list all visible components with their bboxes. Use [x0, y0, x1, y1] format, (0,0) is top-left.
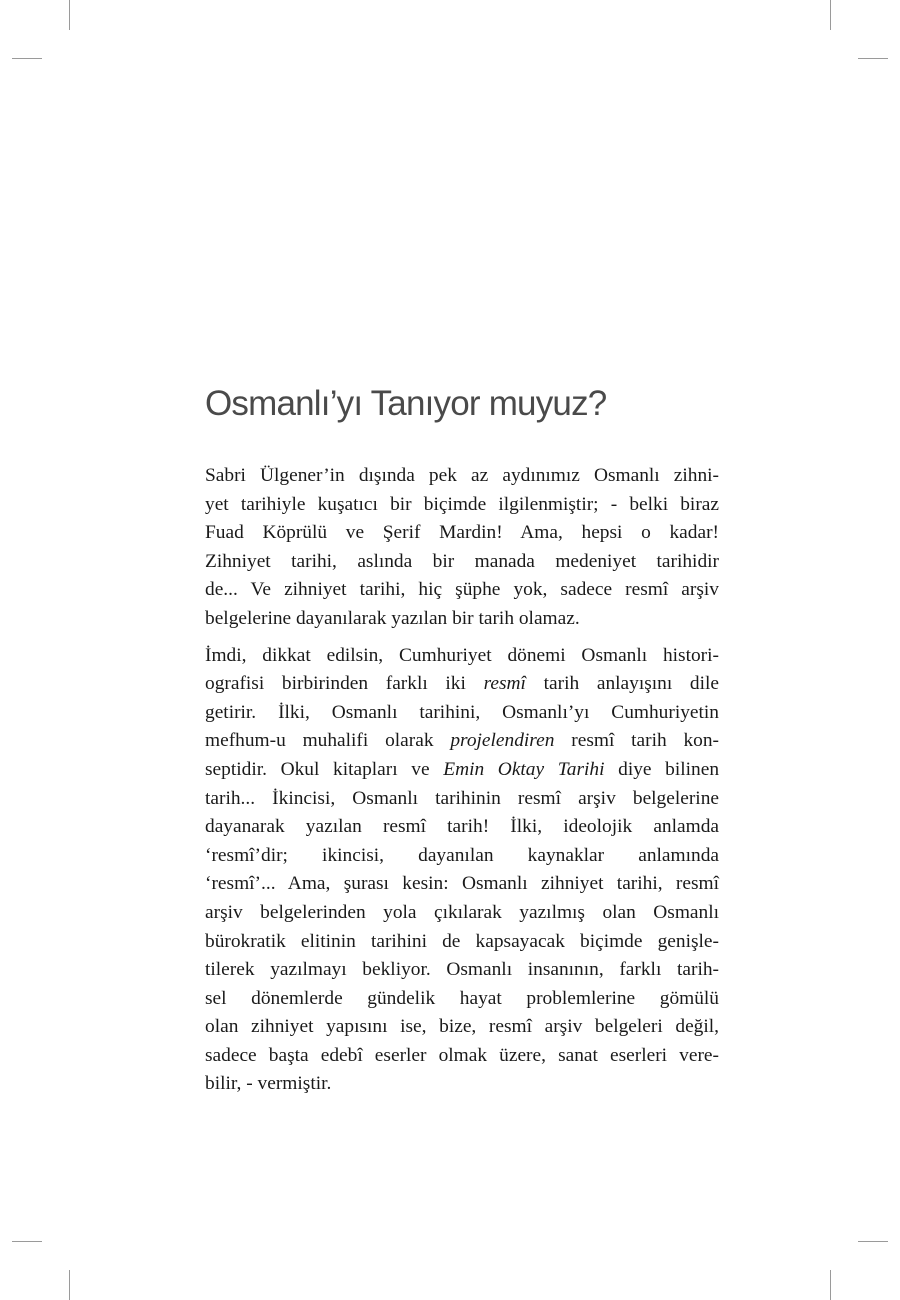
- text-line: sadece başta edebî eserler olmak üzere, sanat eserleri vere-: [205, 1044, 719, 1066]
- text-line: septidir. Okul kitapları ve Emin Oktay Tarihi diye bilinen: [205, 758, 720, 780]
- crop-mark-right-upper: [858, 58, 888, 59]
- text-line: yet tarihiyle kuşatıcı bir biçimde ilgilenmiştir; - belki biraz: [205, 493, 719, 515]
- crop-mark-left-upper: [12, 58, 42, 59]
- text-line: de... Ve zihniyet tarihi, hiç şüphe yok, sadece resmî arşiv: [205, 579, 719, 601]
- italic-term: projelendiren: [450, 730, 555, 752]
- italic-term: Emin Oktay Tarihi: [443, 758, 605, 780]
- text-line: mefhum-u muhalifi olarak projelendiren resmî tarih kon-: [205, 730, 720, 752]
- text-line: bürokratik elitinin tarihini de kapsayacak biçimde genişle-: [205, 930, 719, 952]
- crop-mark-bottom-right: [830, 1270, 831, 1300]
- paragraph-2: [205, 642, 719, 1100]
- paragraph-1: [205, 462, 719, 634]
- text-line: Zihniyet tarihi, aslında bir manada medeniyet tarihidir: [205, 550, 719, 572]
- text-line: Fuad Köprülü ve Şerif Mardin! Ama, hepsi o kadar!: [205, 522, 719, 544]
- text-line: arşiv belgelerinden yola çıkılarak yazılmış olan Osmanlı: [205, 901, 719, 923]
- text-line: getirir. İlki, Osmanlı tarihini, Osmanlı’yı Cumhuriyetin: [205, 701, 719, 723]
- italic-term: resmî: [483, 673, 526, 695]
- crop-mark-bottom-left: [69, 1270, 70, 1300]
- crop-mark-top-right: [830, 0, 831, 30]
- text-line: ‘resmî’... Ama, şurası kesin: Osmanlı zihniyet tarihi, resmî: [205, 873, 719, 895]
- text-line: dayanarak yazılan resmî tarih! İlki, ideolojik anlamda: [205, 816, 719, 838]
- text-line: belgelerine dayanılarak yazılan bir tarih olamaz.: [205, 607, 580, 629]
- text-line: ‘resmî’dir; ikincisi, dayanılan kaynaklar anlamında: [205, 844, 719, 866]
- body-text: [205, 462, 719, 1099]
- crop-mark-top-left: [69, 0, 70, 30]
- crop-mark-right-lower: [858, 1241, 888, 1242]
- text-line: ografisi birbirinden farklı iki resmî tarih anlayışını dile: [205, 673, 719, 695]
- crop-mark-left-lower: [12, 1241, 42, 1242]
- text-line: sel dönemlerde gündelik hayat problemlerine gömülü: [205, 987, 719, 1009]
- text-line: İmdi, dikkat edilsin, Cumhuriyet dönemi Osmanlı histori-: [205, 644, 719, 666]
- text-line: tarih... İkincisi, Osmanlı tarihinin resmî arşiv belgelerine: [205, 787, 719, 809]
- chapter-title: Osmanlı’yı Tanıyor muyuz?: [205, 384, 607, 423]
- text-line: olan zihniyet yapısını ise, bize, resmî arşiv belgeleri değil,: [205, 1016, 719, 1038]
- text-line: bilir, - vermiştir.: [205, 1073, 332, 1095]
- text-line: tilerek yazılmayı bekliyor. Osmanlı insanının, farklı tarih-: [205, 959, 719, 981]
- text-line: Sabri Ülgener’in dışında pek az aydınımız Osmanlı zihni-: [205, 465, 719, 486]
